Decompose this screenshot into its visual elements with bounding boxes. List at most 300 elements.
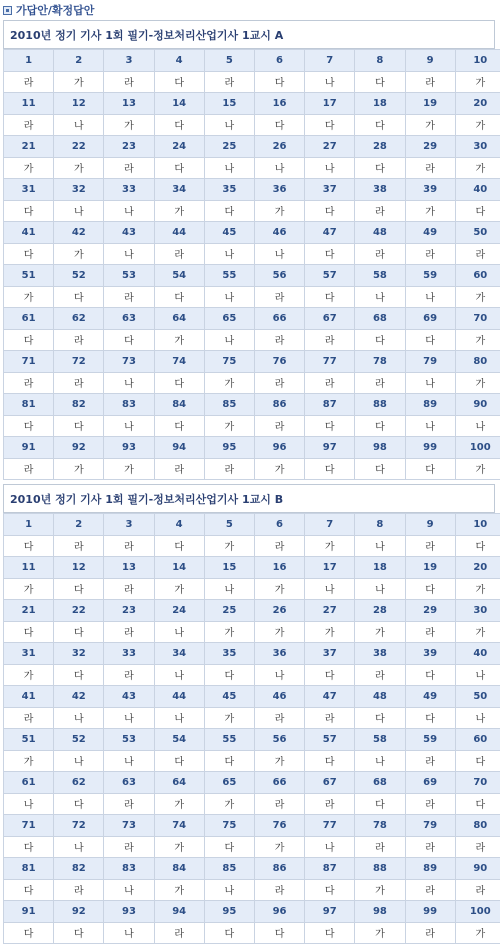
question-number: 67 [305, 772, 355, 794]
answer-cell: 라 [355, 200, 405, 222]
answer-row [4, 71, 500, 93]
answer-cell: 라 [4, 372, 54, 394]
question-number: 34 [154, 643, 204, 665]
answer-cell: 라 [305, 372, 355, 394]
answer-cell: 라 [54, 372, 104, 394]
question-number: 76 [254, 815, 304, 837]
answer-cell: 다 [355, 114, 405, 136]
question-number: 16 [254, 557, 304, 579]
answer-cell: 다 [355, 71, 405, 93]
question-number: 52 [54, 265, 104, 287]
answer-cell: 다 [405, 707, 455, 729]
question-number-row [4, 729, 500, 751]
question-number: 84 [154, 858, 204, 880]
answer-cell: 가 [455, 114, 500, 136]
answer-cell: 다 [305, 200, 355, 222]
answer-cell: 가 [54, 157, 104, 179]
question-number: 41 [4, 686, 54, 708]
answer-cell: 다 [455, 750, 500, 772]
question-number: 38 [355, 643, 405, 665]
answer-cell: 다 [355, 458, 405, 480]
answer-cell: 라 [154, 458, 204, 480]
answer-cell: 라 [405, 243, 455, 265]
question-number: 16 [254, 93, 304, 115]
question-number: 98 [355, 437, 405, 459]
question-number: 68 [355, 308, 405, 330]
question-number: 95 [204, 437, 254, 459]
question-number: 90 [455, 394, 500, 416]
question-number: 74 [154, 351, 204, 373]
question-number: 28 [355, 136, 405, 158]
question-number: 97 [305, 901, 355, 923]
answer-cell: 나 [305, 836, 355, 858]
answer-cell: 다 [154, 415, 204, 437]
question-number: 98 [355, 901, 405, 923]
answer-cell: 다 [54, 793, 104, 815]
question-number: 14 [154, 93, 204, 115]
question-number: 63 [104, 772, 154, 794]
answer-row [4, 535, 500, 557]
answer-cell: 가 [204, 621, 254, 643]
question-number: 58 [355, 265, 405, 287]
answer-cell: 가 [204, 707, 254, 729]
question-number: 12 [54, 93, 104, 115]
question-number: 22 [54, 136, 104, 158]
answer-cell: 나 [104, 415, 154, 437]
question-number: 6 [254, 50, 304, 72]
question-number: 69 [405, 308, 455, 330]
answer-cell: 나 [355, 750, 405, 772]
answer-cell: 라 [405, 71, 455, 93]
answer-cell: 다 [305, 415, 355, 437]
question-number: 100 [455, 901, 500, 923]
answer-cell: 라 [54, 879, 104, 901]
answer-cell: 나 [254, 157, 304, 179]
question-number: 80 [455, 351, 500, 373]
answer-cell: 다 [4, 535, 54, 557]
answer-cell: 라 [104, 578, 154, 600]
question-number: 93 [104, 901, 154, 923]
question-number: 87 [305, 858, 355, 880]
question-number: 28 [355, 600, 405, 622]
answer-cell: 나 [204, 329, 254, 351]
answer-cell: 라 [104, 836, 154, 858]
question-number: 7 [305, 50, 355, 72]
question-number: 70 [455, 308, 500, 330]
question-number: 96 [254, 901, 304, 923]
answer-cell: 가 [455, 458, 500, 480]
question-number-row [4, 686, 500, 708]
question-number: 1 [4, 514, 54, 536]
answer-cell: 나 [455, 415, 500, 437]
answer-cell: 다 [4, 836, 54, 858]
answer-cell: 나 [204, 879, 254, 901]
question-number: 20 [455, 93, 500, 115]
answer-cell: 가 [254, 458, 304, 480]
answer-cell: 나 [204, 286, 254, 308]
question-number: 88 [355, 858, 405, 880]
question-number: 4 [154, 514, 204, 536]
question-number: 95 [204, 901, 254, 923]
answer-cell: 라 [254, 372, 304, 394]
answer-cell: 가 [254, 750, 304, 772]
answer-cell: 라 [254, 879, 304, 901]
answer-row [4, 372, 500, 394]
answer-cell: 가 [154, 200, 204, 222]
answer-row [4, 836, 500, 858]
question-number: 58 [355, 729, 405, 751]
answer-cell: 라 [104, 286, 154, 308]
question-number: 44 [154, 686, 204, 708]
question-number: 31 [4, 179, 54, 201]
question-number: 85 [204, 858, 254, 880]
question-number: 40 [455, 643, 500, 665]
answer-cell: 다 [305, 922, 355, 944]
question-number: 27 [305, 136, 355, 158]
question-number: 4 [154, 50, 204, 72]
question-number: 2 [54, 50, 104, 72]
question-number: 86 [254, 394, 304, 416]
answer-cell: 가 [204, 372, 254, 394]
answer-cell: 라 [405, 750, 455, 772]
question-number: 7 [305, 514, 355, 536]
answer-cell: 라 [455, 243, 500, 265]
answer-row [4, 793, 500, 815]
answer-cell: 다 [254, 71, 304, 93]
answer-cell: 라 [4, 71, 54, 93]
answer-cell: 나 [54, 707, 104, 729]
answer-cell: 나 [355, 578, 405, 600]
question-number: 42 [54, 686, 104, 708]
question-number: 48 [355, 222, 405, 244]
answer-cell: 다 [4, 621, 54, 643]
answer-cell: 다 [4, 200, 54, 222]
question-number: 62 [54, 772, 104, 794]
answer-cell: 다 [204, 750, 254, 772]
question-number: 51 [4, 265, 54, 287]
question-number: 45 [204, 686, 254, 708]
question-number: 67 [305, 308, 355, 330]
answer-cell: 라 [154, 243, 204, 265]
question-number: 46 [254, 686, 304, 708]
question-number: 61 [4, 308, 54, 330]
question-number: 15 [204, 557, 254, 579]
answer-cell: 라 [355, 836, 405, 858]
question-number: 8 [355, 50, 405, 72]
answer-cell: 가 [4, 286, 54, 308]
answer-cell: 나 [104, 922, 154, 944]
answer-cell: 가 [254, 200, 304, 222]
answer-row [4, 243, 500, 265]
answer-cell: 다 [305, 750, 355, 772]
question-number: 50 [455, 686, 500, 708]
question-number: 64 [154, 308, 204, 330]
question-number: 69 [405, 772, 455, 794]
answer-cell: 라 [355, 664, 405, 686]
question-number: 5 [204, 514, 254, 536]
answer-cell: 다 [154, 157, 204, 179]
question-number: 63 [104, 308, 154, 330]
answer-cell: 다 [204, 200, 254, 222]
question-number: 71 [4, 351, 54, 373]
answer-cell: 다 [405, 458, 455, 480]
answer-cell: 다 [305, 286, 355, 308]
answer-cell: 가 [104, 114, 154, 136]
question-number: 71 [4, 815, 54, 837]
answer-cell: 다 [154, 71, 204, 93]
answer-cell: 다 [455, 535, 500, 557]
question-number: 52 [54, 729, 104, 751]
question-number: 36 [254, 179, 304, 201]
answer-cell: 다 [254, 114, 304, 136]
question-number: 8 [355, 514, 405, 536]
answer-cell: 라 [254, 707, 304, 729]
question-number: 32 [54, 643, 104, 665]
question-number: 57 [305, 265, 355, 287]
answer-cell: 가 [254, 621, 304, 643]
answer-cell: 나 [104, 372, 154, 394]
answer-cell: 라 [104, 157, 154, 179]
question-number-row [4, 600, 500, 622]
question-number: 60 [455, 265, 500, 287]
answer-cell: 가 [154, 793, 204, 815]
question-number: 78 [355, 351, 405, 373]
answer-cell: 나 [305, 157, 355, 179]
answer-row [4, 879, 500, 901]
answer-cell: 가 [54, 71, 104, 93]
answer-cell: 나 [54, 114, 104, 136]
answer-cell: 나 [405, 415, 455, 437]
question-number: 79 [405, 815, 455, 837]
question-number: 68 [355, 772, 405, 794]
answer-table [3, 513, 500, 944]
question-number: 53 [104, 265, 154, 287]
question-number: 23 [104, 600, 154, 622]
answer-cell: 가 [154, 329, 204, 351]
answer-cell: 가 [455, 71, 500, 93]
question-number: 51 [4, 729, 54, 751]
answer-cell: 라 [305, 707, 355, 729]
question-number-row [4, 772, 500, 794]
answer-cell: 다 [4, 329, 54, 351]
question-number: 13 [104, 93, 154, 115]
answer-cell: 나 [54, 200, 104, 222]
answer-row [4, 157, 500, 179]
question-number: 92 [54, 901, 104, 923]
answer-header [0, 0, 500, 20]
question-number: 73 [104, 815, 154, 837]
question-number: 31 [4, 643, 54, 665]
header-title: 가답안/확정답안 [16, 4, 95, 17]
answer-cell: 나 [254, 664, 304, 686]
answer-cell: 가 [355, 879, 405, 901]
question-number: 1 [4, 50, 54, 72]
question-number: 26 [254, 600, 304, 622]
answer-cell: 다 [405, 578, 455, 600]
question-number: 89 [405, 394, 455, 416]
answer-cell: 라 [355, 243, 405, 265]
question-number: 12 [54, 557, 104, 579]
question-number: 89 [405, 858, 455, 880]
answer-cell: 라 [104, 664, 154, 686]
question-number: 50 [455, 222, 500, 244]
question-number: 44 [154, 222, 204, 244]
question-number: 91 [4, 901, 54, 923]
answer-cell: 다 [4, 243, 54, 265]
question-number: 26 [254, 136, 304, 158]
question-number: 38 [355, 179, 405, 201]
answer-cell: 나 [455, 664, 500, 686]
question-number: 29 [405, 136, 455, 158]
question-number: 70 [455, 772, 500, 794]
answer-cell: 다 [355, 329, 405, 351]
answer-cell: 다 [254, 922, 304, 944]
answer-cell: 나 [305, 71, 355, 93]
answer-cell: 나 [355, 286, 405, 308]
exam-title: 2010년 정기 기사 1회 필기-정보처리산업기사 1교시 B [3, 484, 495, 513]
answer-cell: 다 [154, 750, 204, 772]
answer-row [4, 621, 500, 643]
answer-cell: 나 [104, 879, 154, 901]
question-number: 22 [54, 600, 104, 622]
question-number: 29 [405, 600, 455, 622]
question-number-row [4, 222, 500, 244]
question-number: 75 [204, 815, 254, 837]
question-number: 92 [54, 437, 104, 459]
answer-row [4, 578, 500, 600]
answer-cell: 라 [305, 329, 355, 351]
answer-cell: 나 [104, 243, 154, 265]
answer-cell: 다 [104, 329, 154, 351]
answer-cell: 라 [405, 836, 455, 858]
question-number: 43 [104, 222, 154, 244]
answer-cell: 나 [254, 243, 304, 265]
question-number: 37 [305, 643, 355, 665]
answer-cell: 가 [405, 200, 455, 222]
question-number: 21 [4, 600, 54, 622]
answer-cell: 라 [254, 329, 304, 351]
question-number: 25 [204, 136, 254, 158]
question-number: 60 [455, 729, 500, 751]
answer-cell: 다 [355, 157, 405, 179]
question-number-row [4, 815, 500, 837]
question-number: 11 [4, 557, 54, 579]
question-number: 39 [405, 179, 455, 201]
answer-row [4, 458, 500, 480]
answer-cell: 다 [4, 415, 54, 437]
question-number-row [4, 394, 500, 416]
question-number-row [4, 265, 500, 287]
bullet-icon [3, 6, 12, 15]
question-number: 84 [154, 394, 204, 416]
answer-cell: 나 [54, 836, 104, 858]
question-number: 18 [355, 557, 405, 579]
answer-cell: 다 [154, 535, 204, 557]
question-number: 76 [254, 351, 304, 373]
question-number: 34 [154, 179, 204, 201]
question-number-row [4, 514, 500, 536]
answer-cell: 가 [405, 114, 455, 136]
answer-cell: 라 [204, 71, 254, 93]
answer-cell: 다 [305, 879, 355, 901]
answer-cell: 나 [54, 750, 104, 772]
question-number: 17 [305, 93, 355, 115]
question-number-row [4, 179, 500, 201]
answer-cell: 라 [455, 879, 500, 901]
question-number: 23 [104, 136, 154, 158]
answer-row [4, 114, 500, 136]
question-number: 94 [154, 901, 204, 923]
question-number: 30 [455, 136, 500, 158]
question-number-row [4, 136, 500, 158]
question-number: 24 [154, 136, 204, 158]
answer-cell: 다 [154, 114, 204, 136]
question-number: 45 [204, 222, 254, 244]
question-number-row [4, 351, 500, 373]
question-number: 83 [104, 394, 154, 416]
answer-cell: 다 [4, 922, 54, 944]
answer-row [4, 750, 500, 772]
question-number: 99 [405, 437, 455, 459]
answer-cell: 라 [254, 535, 304, 557]
answer-cell: 다 [355, 707, 405, 729]
answer-row [4, 415, 500, 437]
answer-cell: 나 [104, 200, 154, 222]
question-number: 33 [104, 643, 154, 665]
answer-cell: 가 [54, 458, 104, 480]
question-number: 21 [4, 136, 54, 158]
answer-cell: 가 [4, 157, 54, 179]
question-number: 11 [4, 93, 54, 115]
answer-cell: 다 [54, 415, 104, 437]
answer-cell: 라 [104, 621, 154, 643]
answer-cell: 라 [4, 458, 54, 480]
answer-cell: 다 [305, 243, 355, 265]
question-number: 35 [204, 643, 254, 665]
answer-cell: 다 [355, 793, 405, 815]
answer-cell: 다 [305, 664, 355, 686]
question-number: 82 [54, 858, 104, 880]
question-number: 18 [355, 93, 405, 115]
answer-cell: 라 [254, 286, 304, 308]
answer-cell: 나 [204, 578, 254, 600]
answer-cell: 가 [305, 535, 355, 557]
question-number: 9 [405, 514, 455, 536]
answer-cell: 나 [355, 535, 405, 557]
answer-cell: 가 [355, 922, 405, 944]
question-number: 72 [54, 815, 104, 837]
question-number: 77 [305, 815, 355, 837]
question-number: 65 [204, 308, 254, 330]
question-number: 41 [4, 222, 54, 244]
question-number: 66 [254, 308, 304, 330]
answer-cell: 다 [405, 329, 455, 351]
answer-cell: 가 [455, 329, 500, 351]
question-number: 54 [154, 265, 204, 287]
answer-cell: 가 [204, 535, 254, 557]
question-number: 85 [204, 394, 254, 416]
question-number: 55 [204, 729, 254, 751]
answer-cell: 라 [204, 458, 254, 480]
answer-cell: 다 [204, 664, 254, 686]
answer-table [3, 49, 500, 480]
question-number: 35 [204, 179, 254, 201]
answer-cell: 가 [455, 157, 500, 179]
question-number: 81 [4, 394, 54, 416]
question-number: 79 [405, 351, 455, 373]
question-number: 37 [305, 179, 355, 201]
question-number: 30 [455, 600, 500, 622]
